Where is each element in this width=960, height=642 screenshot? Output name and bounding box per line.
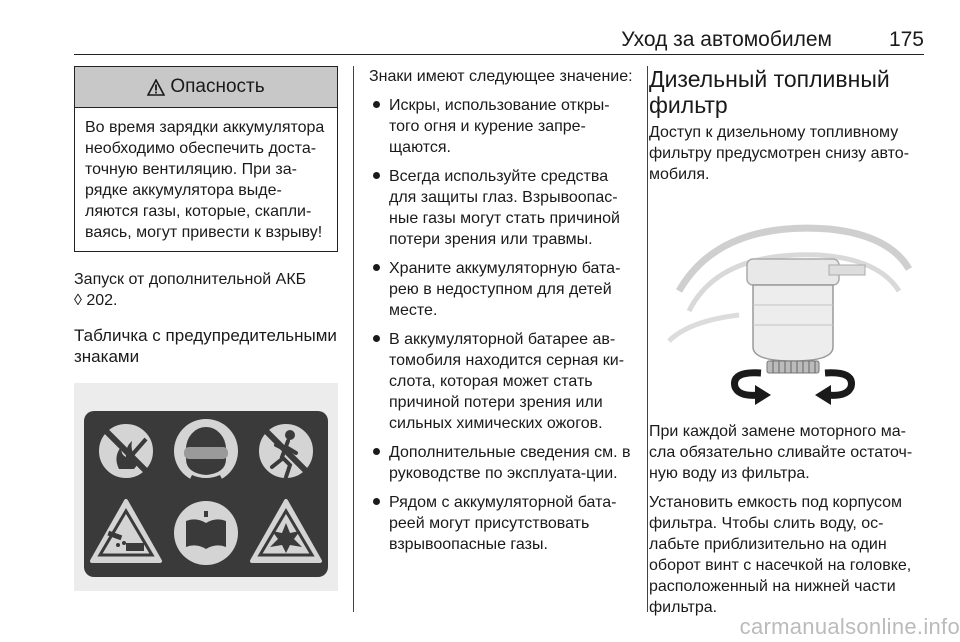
danger-box <box>74 66 338 252</box>
jump-start-text: Запуск от дополнительной АКБ <box>74 271 307 288</box>
no-fire-icon <box>94 419 158 483</box>
rotation-arrow-icon <box>815 373 851 405</box>
page-header <box>74 22 924 55</box>
column-divider <box>353 66 354 612</box>
list-item: Искры, использование откры-того огня и курение запре-щаются. <box>369 95 635 158</box>
keep-away-children-icon <box>254 419 318 483</box>
list-item: В аккумуляторной батарее ав-томобиля находится серная ки-слота, которая может стать причиной потери зрения или сильных химических ожогов. <box>369 329 635 434</box>
eye-protection-icon <box>174 419 238 483</box>
column-left <box>74 66 338 591</box>
filter-intro: Доступ к дизельному топливному фильтру предусмотрен снизу авто-мобиля. <box>649 124 910 183</box>
column-right <box>649 66 925 618</box>
jump-start-paragraph <box>74 269 338 311</box>
list-item: Дополнительные сведения см. в руководстве по эксплуата-ции. <box>369 442 635 484</box>
danger-header <box>75 67 337 108</box>
column-middle <box>369 66 635 555</box>
header-title: Уход за автомобилем <box>621 28 832 51</box>
jump-start-ref-page: 202. <box>86 292 118 309</box>
signs-meaning-intro: Знаки имеют следующее значение: <box>369 68 633 85</box>
list-item: Храните аккумуляторную бата-рею в недоступном для детей месте. <box>369 258 635 321</box>
signs-heading: Табличка с предупредительными знаками <box>74 326 337 366</box>
list-item: Всегда используйте средства для защиты глаз. Взрывоопас-ные газы могут стать причиной потери зрения или травмы. <box>369 166 635 250</box>
section-heading: Дизельный топливный фильтр <box>649 66 890 118</box>
watermark: carmanualsonline.info <box>739 614 960 639</box>
drain-paragraph-2: Установить емкость под корпусом фильтра. Чтобы слить воду, ос-лабьте приблизительно на один оборот винт с насечкой на головке, расположенный на нижней части фильтра. <box>649 494 912 616</box>
warning-signs-figure <box>74 383 338 591</box>
rotation-arrow-icon <box>735 373 771 405</box>
column-divider <box>647 66 648 612</box>
danger-heading: Опасность <box>170 76 265 97</box>
list-item: Рядом с аккумуляторной бата-реей могут присутствовать взрывоопасные газы. <box>369 492 635 555</box>
danger-text: Во время зарядки аккумулятора необходимо обеспечить доста-точную вентиляцию. При за-рядке аккумулятора выде-ляются газы, которые, скапли-ваясь, могут привести к взрыву! <box>85 119 325 241</box>
fuel-filter-figure <box>649 201 925 413</box>
page-number: 175 <box>888 28 924 51</box>
read-manual-icon <box>174 501 238 565</box>
warning-triangle-icon <box>147 79 165 96</box>
signs-meaning-list <box>369 95 635 555</box>
drain-paragraph-1: При каждой замене моторного ма-сла обязательно сливайте остаточ-ную воду из фильтра. <box>649 423 913 482</box>
page-ref-icon: ◊ <box>74 292 82 309</box>
